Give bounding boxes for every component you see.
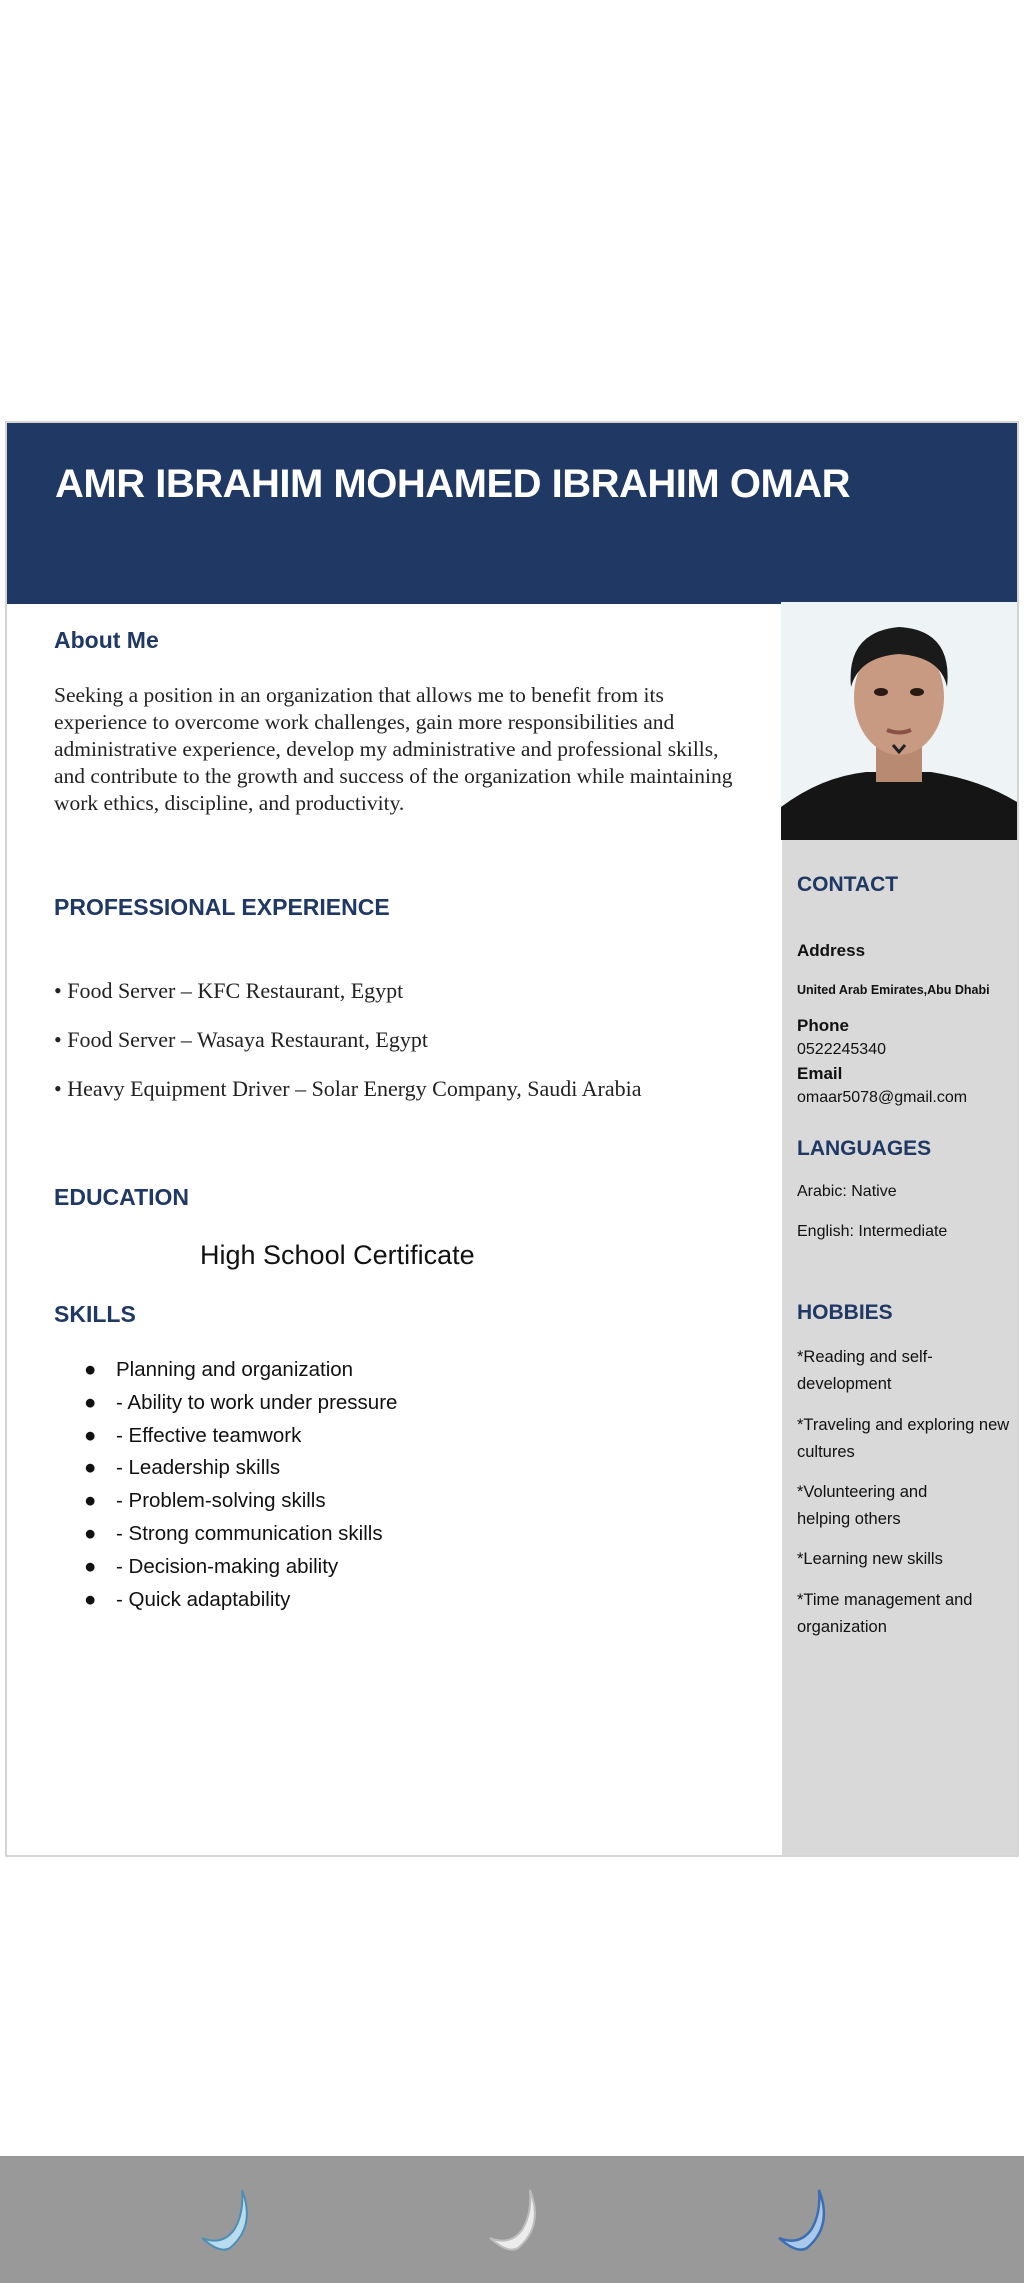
hobby-item: *Learning new skills xyxy=(797,1550,943,1568)
back-moon-icon[interactable] xyxy=(190,2186,260,2256)
hobby-item: *Volunteering and helping others xyxy=(797,1483,928,1528)
recent-moon-icon[interactable] xyxy=(767,2186,837,2256)
home-moon-icon[interactable] xyxy=(478,2186,548,2256)
address-label: Address xyxy=(797,941,866,960)
experience-item: • Heavy Equipment Driver – Solar Energy Company, Saudi Arabia xyxy=(54,1076,642,1101)
skill-item: ● - Effective teamwork xyxy=(84,1424,302,1447)
skill-item: ● - Quick adaptability xyxy=(84,1588,291,1611)
languages-heading: LANGUAGES xyxy=(797,1137,932,1160)
profile-photo xyxy=(781,602,1017,840)
phone-label: Phone xyxy=(797,1016,849,1035)
resume-name: AMR IBRAHIM MOHAMED IBRAHIM OMAR xyxy=(55,462,851,506)
contact-heading: CONTACT xyxy=(797,873,899,896)
skill-label: - Quick adaptability xyxy=(116,1588,291,1611)
about-text: Seeking a position in an organization that allows me to benefit from its experience to overcome work challenges, gain more responsibilities and administrative experience, develop my administrative and professional skills, and contribute to the growth and success of the organization while maintaining work ethics, discipline, and productivity. xyxy=(54,683,733,815)
skill-item: ● - Strong communication skills xyxy=(84,1522,383,1545)
skill-item: ● - Problem-solving skills xyxy=(84,1489,326,1512)
skill-item: ● - Ability to work under pressure xyxy=(84,1391,398,1414)
skills-heading: SKILLS xyxy=(54,1301,136,1327)
language-item: English: Intermediate xyxy=(797,1223,948,1240)
resume-header xyxy=(7,423,1017,604)
skill-label: Planning and organization xyxy=(116,1358,354,1381)
education-item: High School Certificate xyxy=(200,1240,475,1270)
education-heading: EDUCATION xyxy=(54,1184,190,1210)
hobby-item: *Time management and organization xyxy=(797,1591,973,1636)
skill-item: ● Planning and organization xyxy=(84,1358,354,1381)
address-value: United Arab Emirates,Abu Dhabi xyxy=(797,983,990,997)
about-heading: About Me xyxy=(54,627,159,653)
skill-label: - Decision-making ability xyxy=(116,1555,339,1578)
email-label: Email xyxy=(797,1064,843,1083)
experience-heading: PROFESSIONAL EXPERIENCE xyxy=(54,894,390,920)
skill-label: - Leadership skills xyxy=(116,1456,281,1479)
hobby-item: *Traveling and exploring new cultures xyxy=(797,1416,1010,1461)
skill-label: - Effective teamwork xyxy=(116,1424,302,1447)
experience-item: • Food Server – Wasaya Restaurant, Egypt xyxy=(54,1027,428,1052)
skill-item: ● - Leadership skills xyxy=(84,1456,281,1479)
hobby-item: *Reading and self-development xyxy=(797,1348,933,1393)
skill-label: - Ability to work under pressure xyxy=(116,1391,398,1414)
language-item: Arabic: Native xyxy=(797,1183,897,1200)
skill-item: ● - Decision-making ability xyxy=(84,1555,339,1578)
skill-label: - Problem-solving skills xyxy=(116,1489,326,1512)
skill-label: - Strong communication skills xyxy=(116,1522,383,1545)
email-value[interactable]: omaar5078@gmail.com xyxy=(797,1089,968,1106)
navigation-bar xyxy=(0,2156,1024,2283)
hobbies-heading: HOBBIES xyxy=(797,1301,893,1324)
experience-item: • Food Server – KFC Restaurant, Egypt xyxy=(54,978,404,1003)
phone-value[interactable]: 0522245340 xyxy=(797,1041,886,1058)
